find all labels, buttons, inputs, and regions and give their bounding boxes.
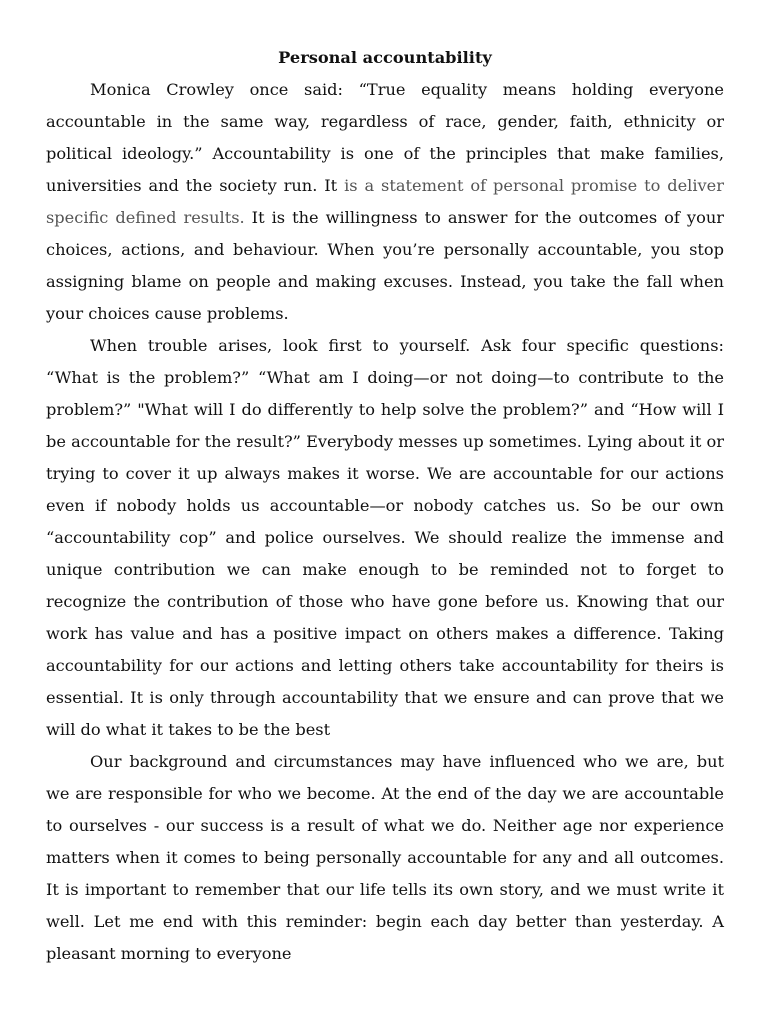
paragraph-2: When trouble arises, look first to yourself. Ask four specific questions: “What is the problem?” “What am I doing—or not doing—to contribute to the problem?” "What will I do differently to help solve the problem?” and “How will I be accountable for the result?” Everybody messes up sometimes. Lying about it or trying to cover it up always makes it worse. We are accountable for our actions even if nobody holds us accountable—or nobody catches us. So be our own “accountability cop” and police ourselves. We should realize the immense and unique contribution we can make enough to be reminded not to forget to recognize the contribution of those who have gone before us. Knowing that our work has value and has a positive impact on others makes a difference. Taking accountability for our actions and letting others take accountability for theirs is essential. It is only through accountability that we ensure and can prove that we will do what it takes to be the best [46,336,724,739]
highlighted-phrase: is a statement of personal promise to deliver specific defined results. [46,176,724,227]
document-page [46,42,724,970]
document-title: Personal accountability [278,48,492,67]
paragraph-3: Our background and circumstances may have influenced who we are, but we are responsible for who we become. At the end of the day we are accountable to ourselves - our success is a result of what we do. Neither age nor experience matters when it comes to being personally accountable for any and all outcomes. It is important to remember that our life tells its own story, and we must write it well. Let me end with this reminder: begin each day better than yesterday. A pleasant morning to everyone [46,752,724,963]
paragraph-1 [46,74,724,330]
paragraph-1-text-end: It is the willingness to answer for the outcomes of your choices, actions, and behaviour. When you’re personally accountable, you stop assigning blame on people and making excuses. Instead, you take the fall when your choices cause problems. [46,208,724,323]
paragraph-1-text-start: Monica Crowley once said: “True equality means holding everyone accountable in the same way, regardless of race, gender, faith, ethnicity or political ideology.” Accountability is one of the principles that make families, universities and the society run. It [46,80,724,195]
